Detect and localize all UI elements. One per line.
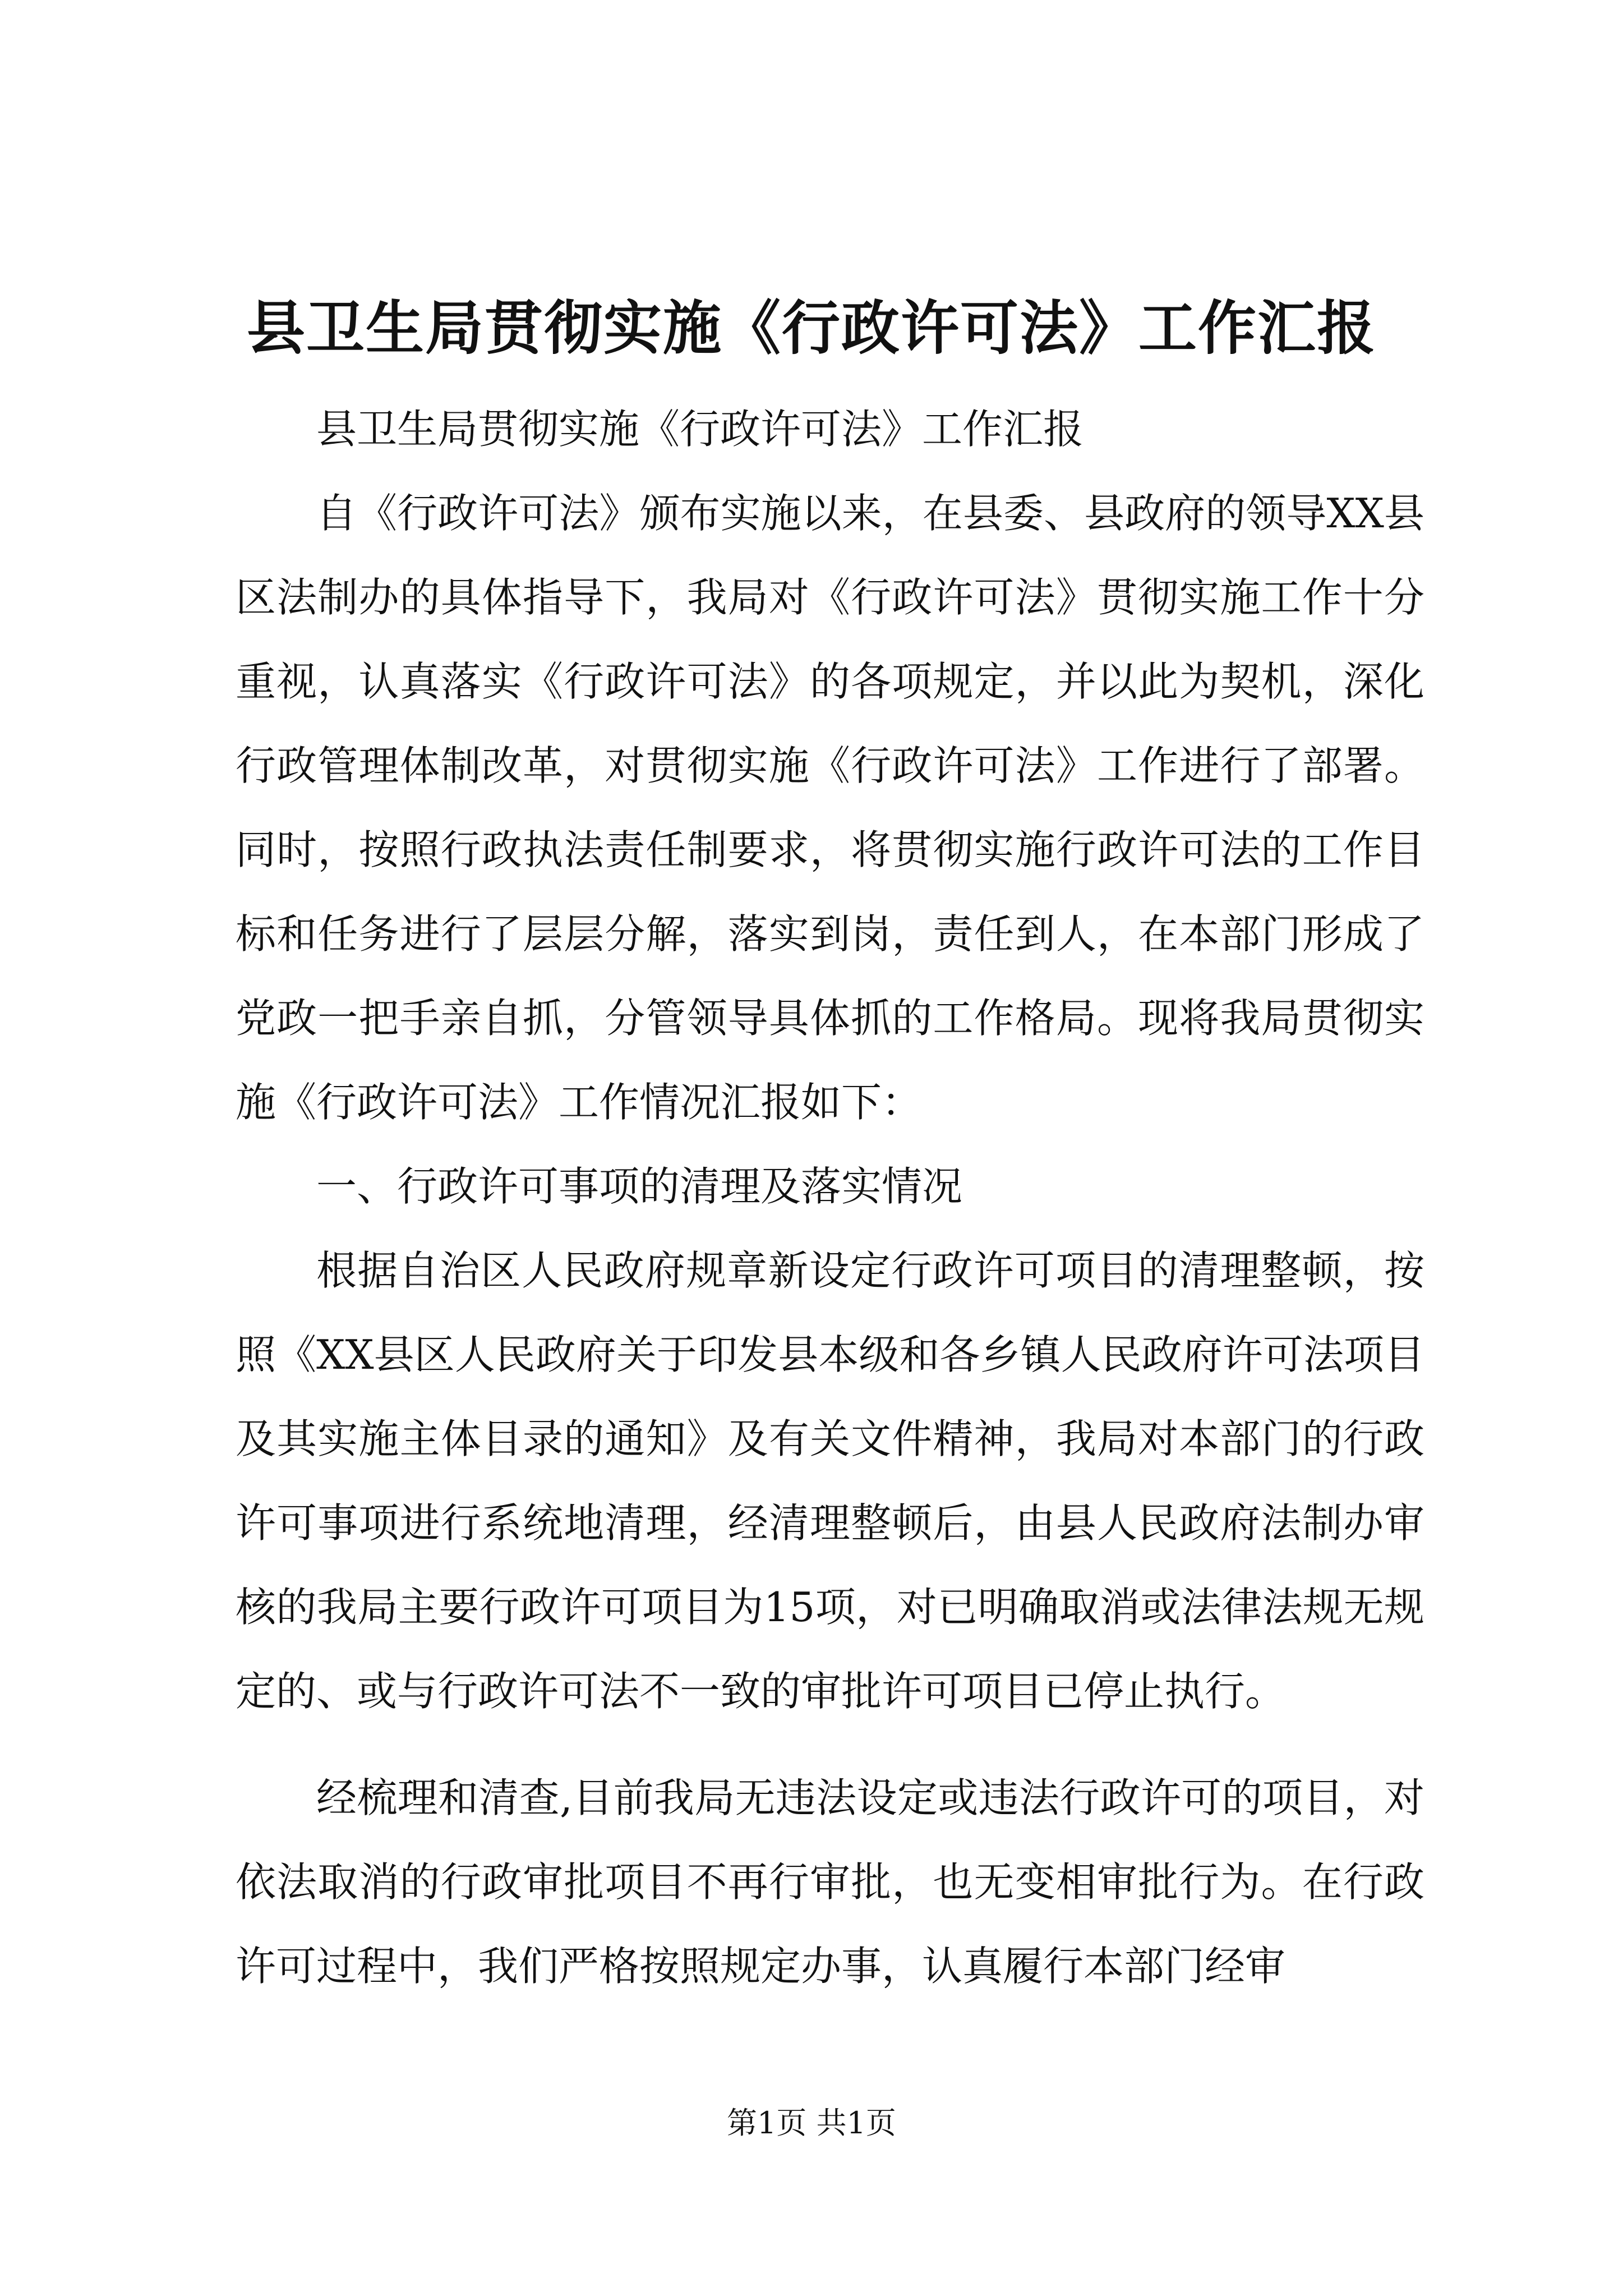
- page-footer: 第1页 共1页: [727, 2105, 896, 2141]
- document-title: 县卫生局贯彻实施《行政许可法》工作汇报: [246, 293, 1376, 362]
- paragraph-review: 经梳理和清查,目前我局无违法设定或违法行政许可的项目，对依法取消的行政审批项目不再行审批，也无变相审批行为。在行政许可过程中，我们严格按照规定办事，认真履行本部门经审: [236, 1774, 1424, 1990]
- section-heading: 一、行政许可事项的清理及落实情况: [316, 1163, 963, 1210]
- document-body: [236, 387, 1424, 2008]
- paragraph-cleanup: 根据自治区人民政府规章新设定行政许可项目的清理整顿，按照《XX县区人民政府关于印发县本级和各乡镇人民政府许可法项目及其实施主体目录的通知》及有关文件精神，我局对本部门的行政许可事项进行系统地清理，经清理整顿后，由县人民政府法制办审核的我局主要行政许可项目为15项，对已明确取消或法律法规无规定的、或与行政许可法不一致的审批许可项目已停止执行。: [236, 1247, 1424, 1715]
- paragraph-intro: 自《行政许可法》颁布实施以来，在县委、县政府的领导XX县区法制办的具体指导下，我局对《行政许可法》贯彻实施工作十分重视，认真落实《行政许可法》的各项规定，并以此为契机，深化行政管理体制改革，对贯彻实施《行政许可法》工作进行了部署。同时，按照行政执法责任制要求，将贯彻实施行政许可法的工作目标和任务进行了层层分解，落实到岗，责任到人，在本部门形成了党政一把手亲自抓，分管领导具体抓的工作格局。现将我局贯彻实施《行政许可法》工作情况汇报如下：: [236, 490, 1424, 1126]
- paragraph-subtitle: 县卫生局贯彻实施《行政许可法》工作汇报: [316, 406, 1084, 453]
